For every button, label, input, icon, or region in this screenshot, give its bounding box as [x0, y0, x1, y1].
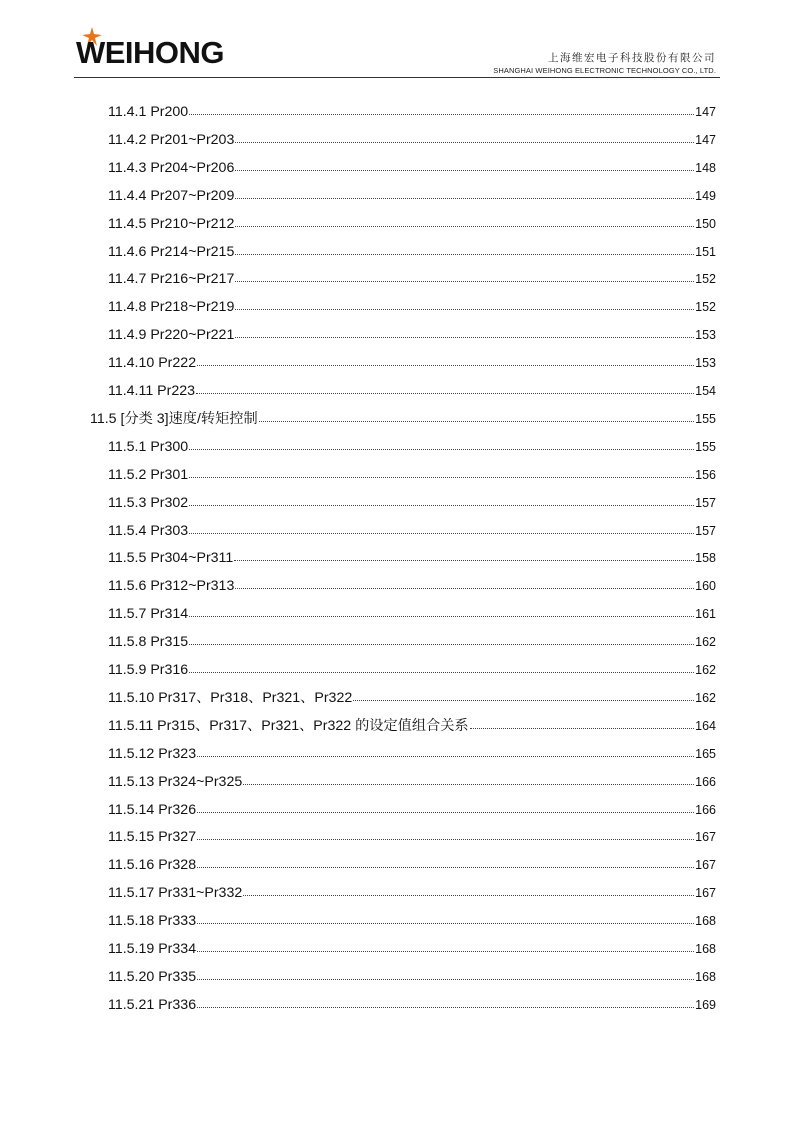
toc-entry-title: 11.4.1 Pr200: [108, 104, 189, 120]
toc-leader-dots: [196, 393, 694, 394]
toc-entry-page: 167: [695, 830, 716, 845]
toc-entry-title: 11.5 [分类 3]速度/转矩控制: [90, 410, 258, 427]
toc-entry-page: 151: [695, 244, 716, 259]
toc-entry-page: 166: [695, 802, 716, 817]
toc-entry-page: 157: [695, 495, 716, 510]
toc-entry[interactable]: [108, 548, 716, 568]
toc-entry[interactable]: [108, 130, 716, 150]
toc-leader-dots: [197, 812, 694, 813]
toc-entry[interactable]: [108, 688, 716, 708]
toc-leader-dots: [235, 309, 694, 310]
toc-entry-title: 11.4.4 Pr207~Pr209: [108, 187, 235, 204]
toc-entry[interactable]: [108, 269, 716, 289]
toc-entry[interactable]: [108, 186, 716, 206]
toc-entry-title: 11.5.12 Pr323: [108, 745, 197, 762]
company-name-en: SHANGHAI WEIHONG ELECTRONIC TECHNOLOGY CO., LTD.: [493, 66, 716, 75]
toc-leader-dots: [197, 923, 694, 924]
toc-entry-title: 11.5.6 Pr312~Pr313: [108, 578, 235, 595]
toc-entry-title: 11.5.15 Pr327: [108, 829, 197, 846]
toc-entry-page: 162: [695, 690, 716, 705]
toc-leader-dots: [235, 226, 694, 227]
toc-leader-dots: [243, 784, 694, 785]
toc-entry-title: 11.5.8 Pr315: [108, 634, 189, 651]
toc-entry[interactable]: [108, 772, 716, 792]
toc-entry[interactable]: [108, 716, 716, 736]
toc-leader-dots: [243, 895, 694, 896]
toc-entry[interactable]: [108, 995, 716, 1015]
toc-entry[interactable]: [108, 102, 716, 122]
toc-entry[interactable]: [108, 855, 716, 875]
toc-entry-page: 152: [695, 300, 716, 315]
toc-entry-title: 11.5.11 Pr315、Pr317、Pr321、Pr322 的设定值组合关系: [108, 717, 469, 734]
toc-entry[interactable]: [108, 465, 716, 485]
toc-entry-page: 148: [695, 160, 716, 175]
toc-leader-dots: [235, 198, 694, 199]
toc-entry[interactable]: [108, 744, 716, 764]
toc-entry-title: 11.5.10 Pr317、Pr318、Pr321、Pr322: [108, 689, 353, 706]
toc-leader-dots: [189, 672, 694, 673]
toc-leader-dots: [189, 505, 694, 506]
toc-leader-dots: [235, 588, 694, 589]
toc-entry-page: 154: [695, 384, 716, 398]
toc-entry-page: 153: [695, 328, 716, 343]
toc-entry-title: 11.5.21 Pr336: [108, 996, 197, 1013]
toc-entry-title: 11.5.19 Pr334: [108, 941, 197, 957]
toc-entry[interactable]: [108, 214, 716, 234]
toc-entry[interactable]: [108, 353, 716, 373]
toc-leader-dots: [235, 337, 694, 338]
toc-leader-dots: [189, 477, 694, 478]
toc-leader-dots: [197, 951, 694, 952]
toc-entry-page: 152: [695, 272, 716, 287]
toc-entry[interactable]: [108, 493, 716, 513]
toc-leader-dots: [197, 867, 694, 868]
toc-leader-dots: [189, 114, 694, 115]
toc-entry[interactable]: [90, 409, 716, 429]
toc-entry-title: 11.4.7 Pr216~Pr217: [108, 271, 235, 288]
toc-leader-dots: [353, 700, 694, 701]
toc-entry-title: 11.5.2 Pr301: [108, 466, 189, 483]
toc-entry-title: 11.5.17 Pr331~Pr332: [108, 885, 243, 902]
toc-entry-page: 161: [695, 607, 716, 622]
toc-entry[interactable]: [108, 242, 716, 262]
toc-entry-title: 11.5.18 Pr333: [108, 913, 197, 930]
toc-entry-page: 155: [695, 439, 716, 454]
toc-leader-dots: [197, 756, 694, 757]
toc-entry[interactable]: [108, 325, 716, 345]
toc-entry-page: 157: [695, 523, 716, 538]
toc-leader-dots: [235, 142, 694, 143]
toc-entry[interactable]: [108, 521, 716, 541]
toc-entry[interactable]: [108, 827, 716, 847]
toc-entry[interactable]: [108, 800, 716, 820]
toc-leader-dots: [197, 979, 694, 980]
toc-entry-title: 11.5.5 Pr304~Pr311: [108, 550, 234, 567]
toc-entry[interactable]: [108, 604, 716, 624]
toc-entry-page: 167: [695, 858, 716, 873]
toc-entry-title: 11.4.8 Pr218~Pr219: [108, 299, 235, 316]
toc-leader-dots: [235, 170, 694, 171]
toc-entry-page: 165: [695, 746, 716, 761]
toc-entry-title: 11.5.4 Pr303: [108, 522, 189, 539]
toc-leader-dots: [189, 533, 694, 534]
toc-leader-dots: [189, 616, 694, 617]
toc-entry-page: 156: [695, 467, 716, 482]
toc-entry[interactable]: [108, 381, 716, 401]
toc-entry-title: 11.4.2 Pr201~Pr203: [108, 131, 235, 148]
toc-entry[interactable]: [108, 911, 716, 931]
company-name-cn: 上海维宏电子科技股份有限公司: [548, 52, 716, 64]
toc-entry-title: 11.4.11 Pr223: [108, 383, 196, 399]
toc-entry-page: 150: [695, 216, 716, 231]
toc-leader-dots: [189, 449, 694, 450]
toc-entry[interactable]: [108, 632, 716, 652]
toc-entry[interactable]: [108, 158, 716, 178]
toc-entry-page: 162: [695, 663, 716, 677]
toc-entry-title: 11.5.9 Pr316: [108, 662, 189, 678]
toc-entry-title: 11.4.6 Pr214~Pr215: [108, 243, 235, 260]
header-divider: [74, 77, 720, 78]
toc-leader-dots: [197, 365, 694, 366]
toc-entry[interactable]: [108, 660, 716, 680]
toc-entry-title: 11.5.1 Pr300: [108, 438, 189, 455]
toc-leader-dots: [197, 1007, 694, 1008]
toc-entry-page: 164: [695, 718, 716, 733]
toc-leader-dots: [197, 839, 694, 840]
toc-leader-dots: [235, 254, 694, 255]
toc-entry-page: 149: [695, 188, 716, 203]
toc-entry[interactable]: [108, 576, 716, 596]
toc-entry-page: 166: [695, 774, 716, 789]
toc-entry-title: 11.4.5 Pr210~Pr212: [108, 215, 235, 232]
toc-entry[interactable]: [108, 967, 716, 987]
toc-entry[interactable]: [108, 883, 716, 903]
toc-entry-title: 11.5.20 Pr335: [108, 968, 197, 985]
toc-entry-page: 168: [695, 914, 716, 929]
toc-leader-dots: [189, 644, 694, 645]
toc-entry-title: 11.5.3 Pr302: [108, 494, 189, 511]
toc-entry-page: 153: [695, 356, 716, 371]
toc-entry-title: 11.5.13 Pr324~Pr325: [108, 773, 243, 790]
toc-leader-dots: [470, 728, 695, 729]
toc-entry-title: 11.4.9 Pr220~Pr221: [108, 327, 235, 344]
toc-entry-page: 155: [695, 411, 716, 426]
toc-leader-dots: [234, 560, 694, 561]
toc-entry-title: 11.4.10 Pr222: [108, 355, 197, 372]
toc-entry-page: 167: [695, 886, 716, 901]
logo-text: WEIHONG: [76, 35, 225, 70]
toc-leader-dots: [259, 421, 694, 422]
toc-entry-page: 147: [695, 105, 716, 119]
toc-leader-dots: [235, 281, 694, 282]
toc-entry-page: 147: [695, 132, 716, 147]
toc-entry-title: 11.4.3 Pr204~Pr206: [108, 159, 235, 176]
toc-entry[interactable]: [108, 939, 716, 959]
toc-entry-page: 169: [695, 997, 716, 1012]
toc-entry-page: 160: [695, 579, 716, 594]
toc-entry-page: 168: [695, 969, 716, 984]
toc-entry-page: 168: [695, 942, 716, 956]
page-header: [0, 0, 793, 80]
toc-entry-page: 162: [695, 635, 716, 650]
toc-entry-page: 158: [695, 551, 716, 566]
toc-entry-title: 11.5.16 Pr328: [108, 857, 197, 874]
toc-entry[interactable]: [108, 297, 716, 317]
toc-entry[interactable]: [108, 437, 716, 457]
toc-entry-title: 11.5.7 Pr314: [108, 606, 189, 623]
toc-entry-title: 11.5.14 Pr326: [108, 801, 197, 818]
